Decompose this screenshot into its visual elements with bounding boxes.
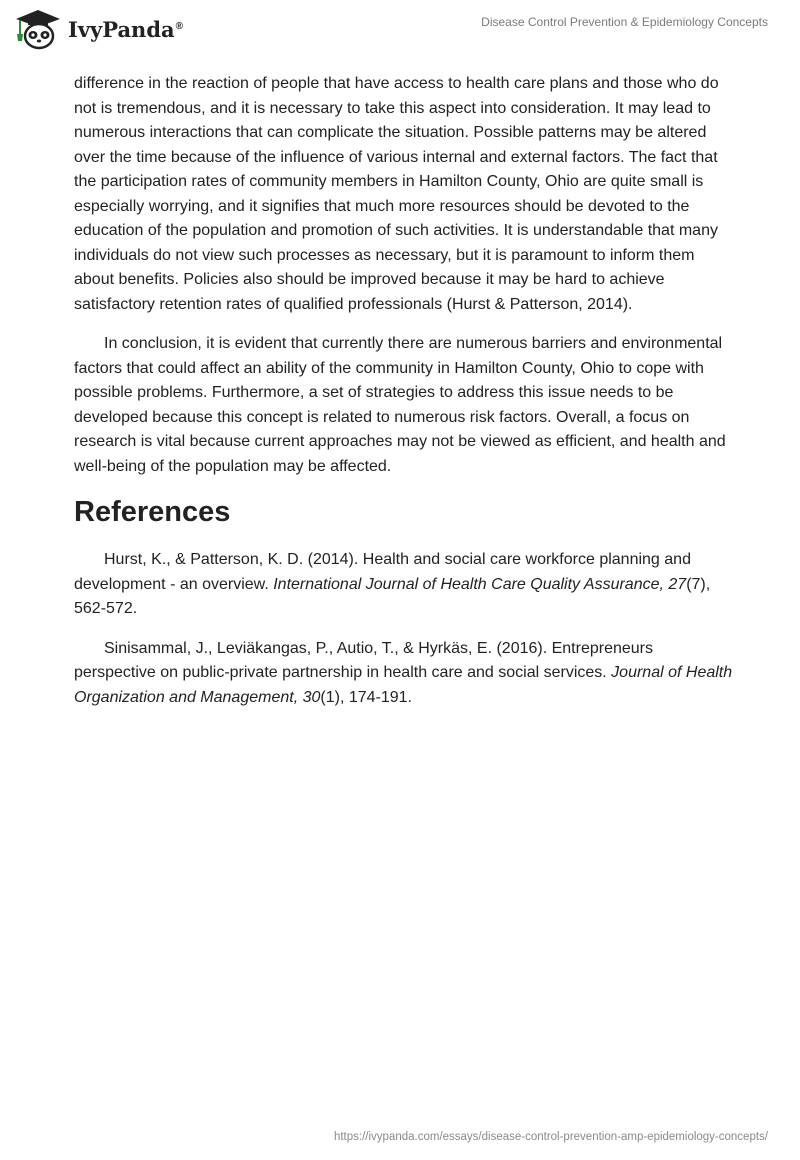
brand-name: IvyPanda® — [68, 16, 183, 42]
reference-item-1 — [74, 548, 734, 622]
registered-mark: ® — [175, 20, 183, 32]
reference-volume: 27 — [668, 575, 687, 593]
reference-pages: (1), 174-191. — [320, 688, 412, 706]
body-paragraph-2: In conclusion, it is evident that currently there are numerous barriers and environmental factors that could affect an ability of the community in Hamilton County, Ohio to cope with possible problems. Furthermore, a set of strategies to address this issue needs to be developed because this concept is related to numerous risk factors. Overall, a focus on research is vital because current approaches may not be viewed as efficient, and health and well-being of the population may be affected. — [74, 335, 726, 475]
page-header — [0, 0, 800, 70]
reference-authors-title: Sinisammal, J., Leviäkangas, P., Autio, T., & Hyrkäs, E. (2016). Entrepreneurs perspective on public-private partnership in health care and social services. — [74, 639, 653, 681]
essay-content — [74, 72, 734, 725]
references-heading: References — [74, 496, 231, 528]
panda-graduate-icon — [14, 8, 62, 50]
brand-logo[interactable] — [14, 8, 183, 50]
reference-journal: International Journal of Health Care Quality Assurance, — [273, 575, 669, 593]
body-paragraph-1: difference in the reaction of people that have access to health care plans and those who do not is tremendous, and it is necessary to take this aspect into consideration. It may lead to numerous interactions that can complicate the situation. Possible patterns may be altered over the time because of the influence of various internal and external factors. The fact that the participation rates of community members in Hamilton County, Ohio are quite small is especially worrying, and it signifies that much more resources should be devoted to the education of the population and promotion of such activities. It is understandable that many individuals do not view such processes as necessary, but it is paramount to inform them about benefits. Policies also should be improved because it may be hard to achieve satisfactory retention rates of qualified professionals (Hurst & Patterson, 2014). — [74, 75, 719, 313]
reference-item-2 — [74, 637, 734, 711]
reference-journal: Journal of Health Organization and Management, — [74, 664, 733, 706]
reference-pages: (7), 562-572. — [74, 575, 711, 617]
footer-url-link[interactable]: https://ivypanda.com/essays/disease-control-prevention-amp-epidemiology-concepts/ — [333, 1131, 768, 1143]
reference-volume: 30 — [302, 688, 321, 706]
running-title: Disease Control Prevention & Epidemiology Concepts — [481, 15, 768, 29]
reference-authors-title: Hurst, K., & Patterson, K. D. (2014). Health and social care workforce planning and development - an overview. — [74, 551, 691, 593]
